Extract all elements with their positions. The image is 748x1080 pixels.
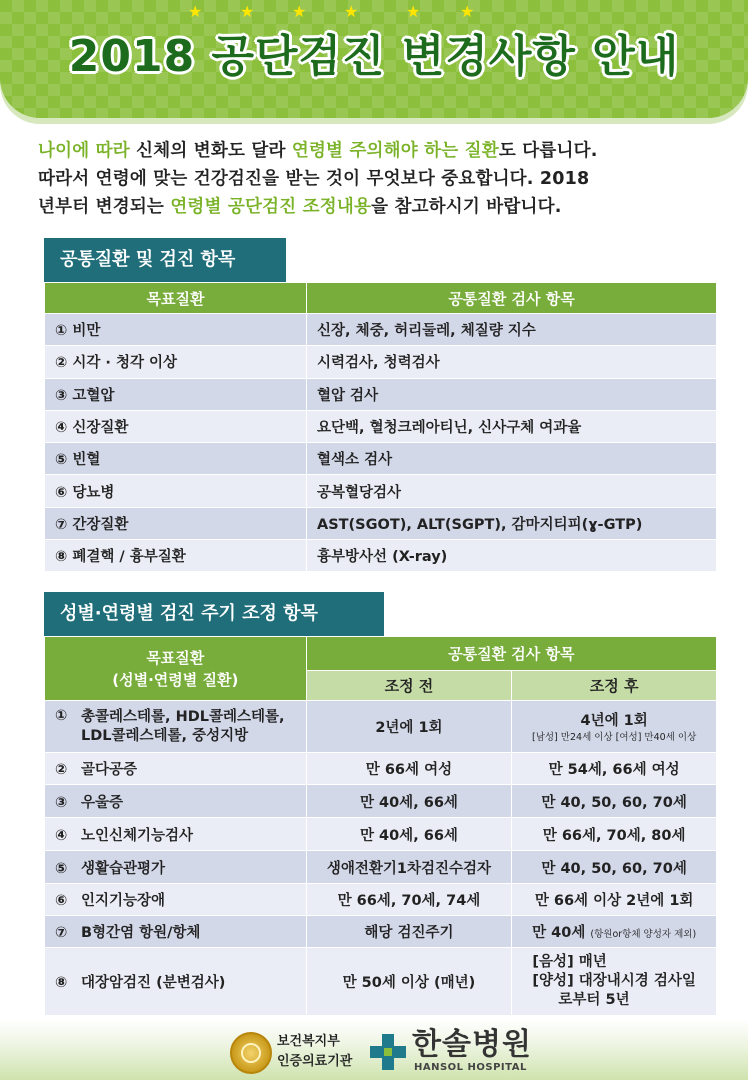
hospital-cross-icon	[370, 1034, 406, 1070]
disease-cell: ⑤ 빈혈	[45, 443, 307, 475]
table-row	[45, 346, 717, 378]
disease-name: 대장암검진 (분변검사)	[81, 975, 226, 991]
disease-name: 노인신체기능검사	[81, 827, 194, 844]
before-cell: 2년에 1회	[306, 701, 512, 753]
ministry-line: 보건복지부	[277, 1034, 340, 1049]
row-number: ②	[55, 762, 68, 778]
row-number: ③	[55, 794, 68, 811]
intro-highlight: 연령별 공단검진 조정내용	[170, 197, 372, 217]
table-row	[45, 507, 717, 539]
star-icon: ★	[292, 2, 307, 21]
row-number: ⑦	[55, 925, 68, 941]
adjusted-cycle-table	[44, 636, 717, 1016]
table-row	[45, 785, 717, 818]
row-number: ①	[55, 707, 68, 724]
after-cell: 만 54세, 66세 여성	[512, 753, 717, 785]
disease-cell	[45, 851, 307, 884]
before-cell: 생애전환기1차검진수검자	[306, 851, 512, 884]
ministry-line: 인증의료기관	[277, 1054, 353, 1069]
disease-line: 총콜레스테롤, HDL콜레스테롤,	[81, 708, 285, 725]
section-title-adjusted: 성별·연령별 검진 주기 조정 항목	[44, 592, 384, 636]
intro-paragraph	[38, 137, 718, 221]
after-note: (항원or항체 양성자 제외)	[590, 929, 697, 940]
after-cell: 만 40, 50, 60, 70세	[512, 785, 717, 818]
table-row	[45, 916, 717, 948]
table-row	[45, 475, 717, 507]
after-line: 로부터 5년	[558, 992, 630, 1008]
column-header-before: 조정 전	[306, 671, 512, 701]
disease-cell	[45, 785, 307, 818]
intro-text: 신체의 변화도 달라	[129, 141, 292, 161]
before-cell: 만 66세 여성	[306, 753, 512, 785]
certification-seal-icon	[230, 1032, 272, 1074]
disease-cell: ③ 고혈압	[45, 378, 307, 410]
disease-name: B형간염 항원/항체	[81, 925, 201, 941]
disease-name: 우울증	[81, 794, 124, 811]
after-cell: 만 66세, 70세, 80세	[512, 818, 717, 851]
disease-cell	[45, 948, 307, 1016]
test-cell: 공복혈당검사	[307, 475, 717, 507]
header-line: (성별·연령별 질환)	[112, 670, 239, 689]
before-cell: 만 66세, 70세, 74세	[306, 884, 512, 916]
table-row	[45, 851, 717, 884]
after-cell: 만 66세 이상 2년에 1회	[512, 884, 717, 916]
disease-cell	[45, 753, 307, 785]
after-value: 만 40세	[532, 925, 586, 941]
before-cell: 만 40세, 66세	[306, 785, 512, 818]
after-cell: 만 40, 50, 60, 70세	[512, 851, 717, 884]
row-number: ④	[55, 827, 68, 844]
header-line: 목표질환	[146, 648, 205, 667]
disease-name: 골다공증	[81, 762, 138, 778]
test-cell: 요단백, 혈청크레아티닌, 신사구체 여과율	[307, 410, 717, 442]
column-header: 공통질환 검사 항목	[307, 283, 717, 314]
table-row	[45, 948, 717, 1016]
after-cell	[512, 948, 717, 1016]
common-disease-table	[44, 282, 717, 572]
after-line: [음성] 매년	[532, 954, 607, 970]
disease-cell: ⑦ 간장질환	[45, 507, 307, 539]
column-header-target	[45, 637, 307, 701]
intro-text: 년부터 변경되는	[38, 197, 171, 217]
star-icon: ★	[240, 2, 255, 21]
table-row	[45, 753, 717, 785]
disease-name: 생활습관평가	[81, 860, 166, 877]
page-title: 2018 공단검진 변경사항 안내	[68, 31, 680, 82]
intro-text: 을 참고하시기 바랍니다.	[371, 197, 562, 217]
intro-text: 따라서 연령에 맞는 건강검진을 받는 것이 무엇보다 중요합니다. 2018	[38, 169, 590, 189]
row-number: ⑤	[55, 860, 68, 877]
disease-line: LDL콜레스테롤, 중성지방	[81, 727, 249, 744]
disease-name: 인지기능장애	[81, 893, 166, 909]
intro-highlight: 연령별 주의해야 하는 질환	[291, 141, 499, 161]
test-cell: 혈색소 검사	[307, 443, 717, 475]
test-cell: 시력검사, 청력검사	[307, 346, 717, 378]
before-cell: 해당 검진주기	[306, 916, 512, 948]
table-row	[45, 701, 717, 753]
disease-cell: ④ 신장질환	[45, 410, 307, 442]
star-icon: ★	[460, 2, 475, 21]
section-title-common: 공통질환 및 검진 항목	[44, 238, 286, 282]
test-cell: 흉부방사선 (X-ray)	[307, 540, 717, 572]
disease-cell	[45, 818, 307, 851]
before-cell: 만 50세 이상 (매년)	[306, 948, 512, 1016]
table-row	[45, 884, 717, 916]
after-cell	[512, 916, 717, 948]
decorative-stars	[0, 2, 748, 22]
column-header-after: 조정 후	[512, 671, 717, 701]
disease-cell	[45, 916, 307, 948]
test-cell: AST(SGOT), ALT(SGPT), 감마지티피(ɣ-GTP)	[307, 507, 717, 539]
row-number: ⑥	[55, 893, 68, 909]
table-row	[45, 443, 717, 475]
disease-cell: ① 비만	[45, 314, 307, 346]
disease-cell: ⑥ 당뇨병	[45, 475, 307, 507]
table-row	[45, 818, 717, 851]
intro-highlight: 나이에 따라	[38, 141, 130, 161]
column-header-main: 공통질환 검사 항목	[306, 637, 716, 671]
star-icon: ★	[344, 2, 359, 21]
hospital-logo-name: 한솔병원	[412, 1027, 532, 1062]
table-row	[45, 378, 717, 410]
hospital-logo-english: HANSOL HOSPITAL	[414, 1062, 527, 1073]
star-icon: ★	[406, 2, 421, 21]
disease-cell: ② 시각 · 청각 이상	[45, 346, 307, 378]
intro-text: 도 다릅니다.	[498, 141, 598, 161]
row-number: ⑧	[55, 975, 68, 991]
disease-cell	[45, 884, 307, 916]
after-line: [양성] 대장내시경 검사일	[532, 973, 696, 989]
disease-cell	[45, 701, 307, 753]
after-value: 4년에 1회	[580, 713, 648, 729]
ministry-certification	[277, 1032, 352, 1072]
table-row	[45, 314, 717, 346]
table-row	[45, 410, 717, 442]
after-cell	[512, 701, 717, 753]
table-row	[45, 540, 717, 572]
after-note: [남성] 만24세 이상 [여성] 만40세 이상	[532, 732, 697, 743]
before-cell: 만 40세, 66세	[306, 818, 512, 851]
disease-cell: ⑧ 폐결핵 / 흉부질환	[45, 540, 307, 572]
test-cell: 신장, 체중, 허리둘레, 체질량 지수	[307, 314, 717, 346]
column-header: 목표질환	[45, 283, 307, 314]
test-cell: 혈압 검사	[307, 378, 717, 410]
star-icon: ★	[188, 2, 203, 21]
